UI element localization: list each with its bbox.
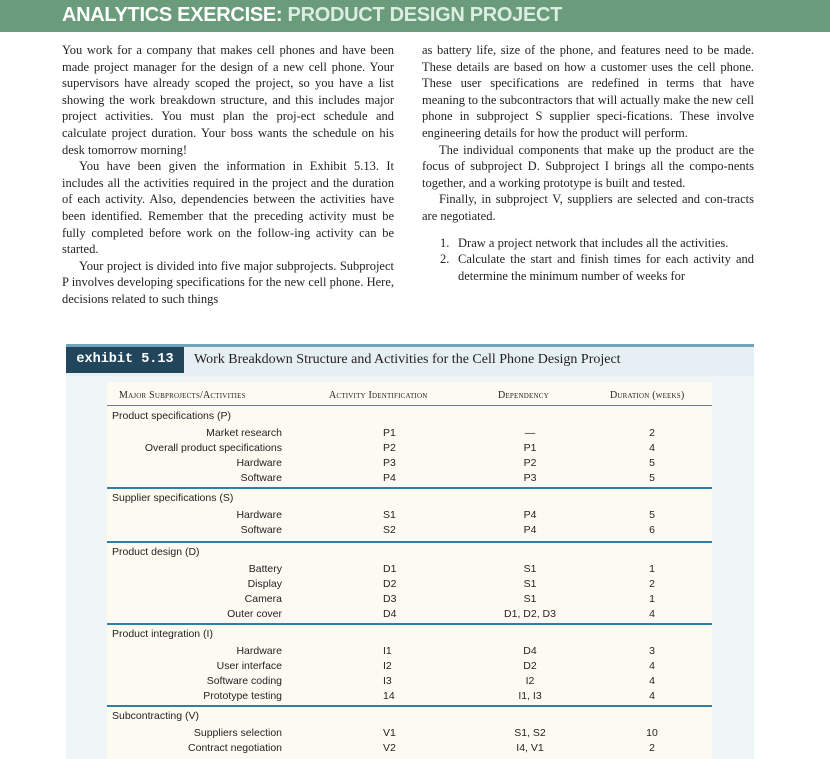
activity-dependency: P3 [523, 472, 537, 484]
section-divider [107, 541, 712, 543]
question-2 [422, 251, 754, 284]
activity-id: I2 [383, 660, 392, 672]
activity-name: Display [247, 578, 282, 590]
activity-dependency: P4 [523, 509, 537, 521]
activity-duration: 5 [649, 457, 655, 469]
activity-duration: 1 [649, 563, 655, 575]
activity-duration: 4 [649, 690, 655, 702]
left-text-column [62, 42, 394, 308]
question-2-number: 2. [440, 252, 450, 267]
activity-id: P2 [383, 442, 396, 454]
banner-title-rest: PRODUCT DESIGN PROJECT [287, 4, 563, 26]
activity-dependency: I4, V1 [516, 742, 544, 754]
right-paragraph-3: Finally, in subproject V, suppliers are selected and con-tracts are negotiated. [422, 192, 754, 223]
activity-dependency: I2 [525, 675, 535, 687]
activity-name: Software coding [206, 675, 282, 687]
exhibit-caption-bar [66, 344, 754, 376]
question-1 [422, 235, 754, 252]
right-text-column [422, 42, 754, 284]
section-heading: Product design (D) [112, 546, 200, 558]
activity-name: Contract negotiation [188, 742, 282, 754]
activity-name: Overall product specifications [144, 442, 282, 454]
header-divider [107, 405, 712, 406]
header-duration: Duration (weeks) [610, 390, 685, 401]
activity-id: I3 [383, 675, 392, 687]
activity-name: User interface [216, 660, 282, 672]
activity-name: Software [240, 524, 282, 536]
activity-duration: 2 [649, 578, 655, 590]
activity-name: Outer cover [227, 608, 282, 620]
activity-dependency: D4 [523, 645, 537, 657]
activity-table [107, 382, 712, 759]
activity-id: D3 [383, 593, 397, 605]
section-divider [107, 623, 712, 625]
activity-name: Battery [248, 563, 282, 575]
right-paragraph-2: The individual components that make up the product are the focus of subproject D. Subproject I brings all the compo-nents together, and a working prototype is built and tested. [422, 142, 754, 190]
activity-dependency: S1 [523, 563, 537, 575]
activity-duration: 4 [649, 442, 655, 454]
activity-dependency: S1 [523, 593, 537, 605]
question-2-text: Calculate the start and finish times for each activity and determine the minimum number of weeks for [458, 252, 754, 283]
activity-duration: 5 [649, 509, 655, 521]
activity-duration: 2 [649, 742, 655, 754]
activity-id: P3 [383, 457, 396, 469]
activity-id: I1 [383, 645, 392, 657]
activity-dependency: D1, D2, D3 [504, 608, 556, 620]
question-list [422, 235, 754, 285]
activity-dependency: S1 [523, 578, 537, 590]
activity-id: V2 [383, 742, 396, 754]
activity-duration: 3 [649, 645, 655, 657]
left-paragraph-1: You work for a company that makes cell phones and have been made project manager for the design of a new cell phone. Your supervisors have already scoped the project, so you have a list showing the work breakdown structure, and this includes major project activities. You must plan the proj-ect schedule and calculate project duration. Your boss wants the schedule on his desk tomorrow morning! [62, 43, 394, 157]
section-divider [107, 487, 712, 489]
activity-dependency: I1, I3 [518, 690, 542, 702]
header-activities: Major Subprojects/Activities [119, 390, 246, 401]
header-dependency: Dependency [498, 390, 549, 401]
activity-name: Camera [244, 593, 282, 605]
activity-dependency: D2 [523, 660, 537, 672]
section-divider [107, 705, 712, 707]
exhibit-tag: exhibit 5.13 [66, 347, 184, 373]
section-heading: Supplier specifications (S) [112, 492, 234, 504]
section-heading: Subcontracting (V) [112, 710, 199, 722]
activity-duration: 5 [649, 472, 655, 484]
question-1-text: Draw a project network that includes all the activities. [458, 235, 729, 250]
activity-id: V1 [383, 727, 396, 739]
question-1-number: 1. [440, 235, 450, 250]
activity-name: Market research [206, 427, 282, 439]
activity-id: P4 [383, 472, 396, 484]
activity-name: Suppliers selection [193, 727, 282, 739]
activity-dependency: P1 [523, 442, 537, 454]
exercise-banner [0, 0, 830, 32]
activity-dependency: — [524, 427, 536, 439]
banner-title-lead: ANALYTICS EXERCISE: [62, 4, 283, 26]
activity-duration: 4 [649, 660, 655, 672]
activity-id: D2 [383, 578, 397, 590]
left-paragraph-3: Your project is divided into five major subprojects. Subproject P involves developing specifications for the new cell phone. Here, decisions related to such things [62, 258, 394, 306]
activity-name: Software [240, 472, 282, 484]
activity-duration: 2 [649, 427, 655, 439]
activity-id: D1 [383, 563, 397, 575]
right-paragraph-1: as battery life, size of the phone, and features need to be made. These details are based on how a customer uses the cell phone. These user specifications are redefined in terms that have meaning to the subcontractors that will actually make the new cell phone in subproject S supplier speci-fications. These involve engineering details for how the product will perform. [422, 43, 754, 140]
activity-name: Prototype testing [203, 690, 282, 702]
activity-id: 14 [383, 690, 395, 702]
activity-duration: 6 [649, 524, 655, 536]
banner-title [62, 4, 562, 27]
left-paragraph-2: You have been given the information in Exhibit 5.13. It includes all the activities required in the project and the duration of each activity. Also, dependencies between the activities have been identified. Remember that the preceding activity must be fully completed before work on the follow-ing activity can be started. [62, 159, 394, 257]
exhibit-title: Work Breakdown Structure and Activities for the Cell Phone Design Project [194, 352, 621, 367]
activity-dependency: S1, S2 [514, 727, 546, 739]
activity-name: Hardware [236, 509, 282, 521]
activity-dependency: P4 [523, 524, 537, 536]
activity-id: D4 [383, 608, 397, 620]
activity-duration: 4 [649, 675, 655, 687]
activity-id: P1 [383, 427, 396, 439]
section-heading: Product specifications (P) [112, 410, 232, 422]
activity-duration: 4 [649, 608, 655, 620]
activity-duration: 10 [646, 727, 658, 739]
activity-id: S1 [383, 509, 396, 521]
activity-dependency: P2 [523, 457, 537, 469]
activity-duration: 1 [649, 593, 655, 605]
activity-name: Hardware [236, 645, 282, 657]
section-heading: Product integration (I) [112, 628, 213, 640]
header-activity-id: Activity Identification [329, 390, 428, 401]
activity-name: Hardware [236, 457, 282, 469]
activity-id: S2 [383, 524, 396, 536]
